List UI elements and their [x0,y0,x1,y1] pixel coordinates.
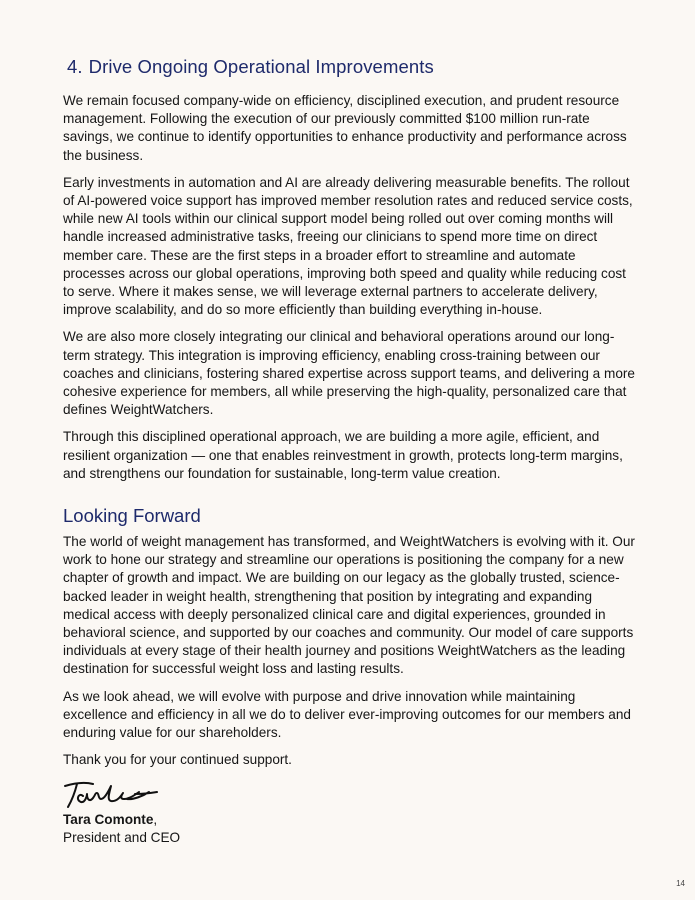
looking-forward-paragraph-2: As we look ahead, we will evolve with purpose and drive innovation while maintaining excellence and efficiency in all we do to deliver ever-improving outcomes for our members and enduring value for our shareholders. [63,688,631,741]
letter-page [63,56,635,847]
signer-title: President and CEO [63,829,181,845]
section-4-paragraph-2: Early investments in automation and AI are already delivering measurable benefits. The rollout of AI-powered voice support has improved member resolution rates and reduced service costs, while new AI tools within our clinical support model being rolled out over coming months will handle increased administrative tasks, freeing our clinicians to spend more time on direct member care. These are the first steps in a broader effort to streamline and automate processes across our global operations, improving both speed and quality while reducing cost to serve. Where it makes sense, we will leverage external partners to accelerate delivery, improve scalability, and do so more efficiently than building everything in-house. [63,174,633,318]
looking-forward-heading: Looking Forward [63,505,201,527]
page-number: 14 [676,879,685,888]
section-number: 4. [67,56,83,77]
signer-name: Tara Comonte [63,811,154,827]
section-title: Drive Ongoing Operational Improvements [88,56,434,77]
section-4-paragraph-3: We are also more closely integrating our clinical and behavioral operations around our long-term strategy. This integration is improving efficiency, enabling cross-training between our coaches and clinicians, fostering shared expertise across support teams, and delivering a more cohesive experience for members, all while preserving the high-quality, personalized care that defines WeightWatchers. [63,329,635,418]
signer-name-suffix: , [153,811,158,827]
closing-line: Thank you for your continued support. [63,752,292,768]
section-4-paragraph-1: We remain focused company-wide on efficiency, disciplined execution, and prudent resource management. Following the execution of our previously committed $100 million run-rate savings, we continue to identify opportunities to enhance productivity and performance across the business. [63,93,627,163]
signature-image [63,780,163,810]
looking-forward-paragraph-1: The world of weight management has transformed, and WeightWatchers is evolving with it. Our work to hone our strategy and streamline our operations is positioning the company for a new chapter of growth and impact. We are building on our legacy as the globally trusted, science-backed leader in weight health, strengthening that position by integrating and expanding medical access with deeply personalized clinical care and digital experiences, grounded in behavioral science, and supported by our coaches and community. Our model of care supports individuals at every stage of their health journey and positions WeightWatchers as the leading destination for successful weight loss and lasting results. [63,534,635,677]
signer-name-line [63,811,635,829]
section-4-paragraph-4: Through this disciplined operational approach, we are building a more agile, efficient, and resilient organization — one that enables reinvestment in growth, protects long-term margins, and strengthens our foundation for sustainable, long-term value creation. [63,429,623,481]
section-4-heading [67,56,635,78]
